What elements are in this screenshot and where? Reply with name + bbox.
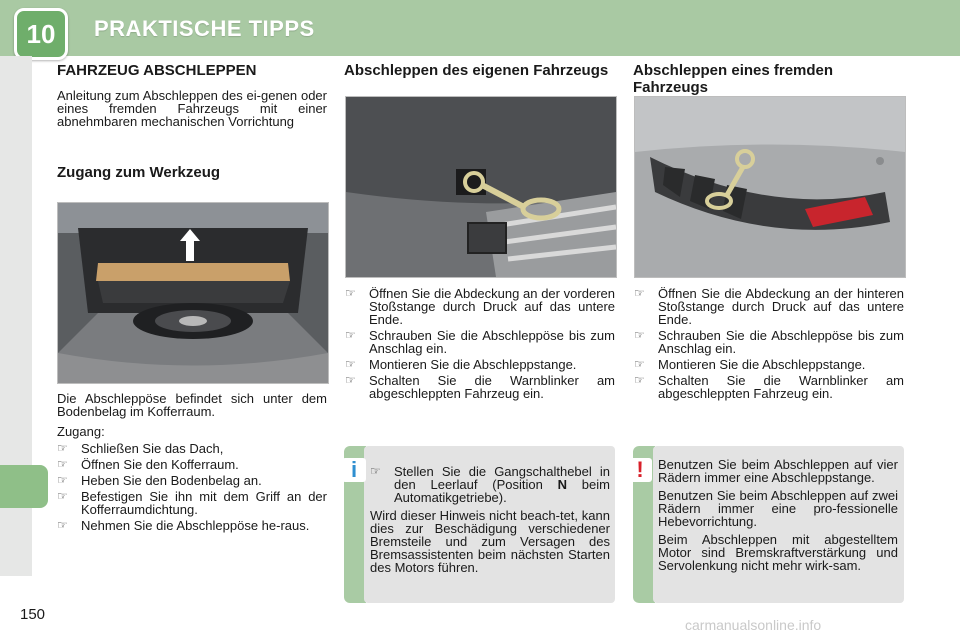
hand-pointer-icon: ☞ bbox=[634, 286, 645, 300]
list-item: ☞ Öffnen Sie die Abdeckung an der vorderen Stoßstange durch Druck auf das untere Ende. bbox=[345, 286, 615, 327]
list-item: ☞ Nehmen Sie die Abschleppöse he-raus. bbox=[57, 518, 310, 533]
hand-pointer-icon: ☞ bbox=[345, 286, 356, 300]
access-label: Zugang: bbox=[57, 424, 105, 439]
trunk-caption: Die Abschleppöse befindet sich unter dem Bodenbelag im Kofferraum. bbox=[57, 391, 327, 419]
warning-paragraph: Beim Abschleppen mit abgestelltem Motor sind Bremskraftverstärkung und Servolenkung nicht mehr wirk-sam. bbox=[658, 532, 898, 573]
list-item: ☞ Schließen Sie das Dach, bbox=[57, 441, 224, 456]
hand-pointer-icon: ☞ bbox=[345, 357, 356, 371]
intro-text: Anleitung zum Abschleppen des ei-genen oder eines fremden Fahrzeugs mit einer abnehmbaren mechanischen Vorrichtung bbox=[57, 88, 327, 129]
hand-pointer-icon: ☞ bbox=[345, 328, 356, 342]
list-item: ☞ Schalten Sie die Warnblinker am abgeschleppten Fahrzeug ein. bbox=[634, 373, 904, 401]
front-bumper-photo bbox=[345, 96, 617, 278]
list-item: ☞ Schalten Sie die Warnblinker am abgeschleppten Fahrzeug ein. bbox=[345, 373, 615, 401]
hand-pointer-icon: ☞ bbox=[634, 357, 645, 371]
info-bullet-text-end: beim Automatikgetriebe). bbox=[394, 477, 610, 505]
section-heading-other-vehicle: Abschleppen eines fremden Fahrzeugs bbox=[633, 62, 834, 96]
trunk-caption-block bbox=[57, 392, 327, 535]
section-heading-own-vehicle: Abschleppen des eigenen Fahrzeugs bbox=[344, 62, 609, 79]
hand-pointer-icon: ☞ bbox=[370, 464, 381, 478]
page-number: 150 bbox=[20, 606, 46, 623]
watermark: carmanualsonline.info bbox=[685, 617, 822, 633]
info-note-steps bbox=[370, 465, 610, 504]
access-steps bbox=[57, 442, 327, 532]
rear-bumper-photo bbox=[634, 96, 906, 278]
own-vehicle-steps bbox=[345, 287, 615, 403]
list-item: ☞ Öffnen Sie die Abdeckung an der hinteren Stoßstange durch Druck auf das untere Ende. bbox=[634, 286, 904, 327]
hand-pointer-icon: ☞ bbox=[634, 373, 645, 387]
list-item: ☞ Schrauben Sie die Abschleppöse bis zum Anschlag ein. bbox=[634, 328, 904, 356]
section-heading-tool-access: Zugang zum Werkzeug bbox=[57, 164, 221, 181]
list-item: ☞ Montieren Sie die Abschleppstange. bbox=[345, 357, 577, 372]
info-icon: i bbox=[342, 458, 366, 482]
list-item: ☞ Befestigen Sie ihn mit dem Griff an der Kofferraumdichtung. bbox=[57, 489, 327, 517]
other-vehicle-steps bbox=[634, 287, 904, 403]
list-item: ☞ Heben Sie den Bodenbelag an. bbox=[57, 473, 262, 488]
warning-note-text bbox=[658, 458, 898, 572]
chapter-title: PRAKTISCHE TIPPS bbox=[94, 16, 315, 41]
trunk-photo bbox=[57, 202, 329, 384]
info-note-paragraph: Wird dieser Hinweis nicht beach-tet, kann dies zur Beschädigung verschiedener Bremsteile und zum Versagen des Bremsassistenten beim nächsten Starten des Motors führen. bbox=[370, 508, 610, 575]
column-other-vehicle bbox=[633, 62, 905, 96]
hand-pointer-icon: ☞ bbox=[57, 457, 68, 471]
chapter-side-tab bbox=[0, 465, 48, 508]
column-towing-intro bbox=[57, 62, 327, 181]
hand-pointer-icon: ☞ bbox=[57, 473, 68, 487]
hand-pointer-icon: ☞ bbox=[634, 328, 645, 342]
chapter-badge: 10 bbox=[14, 8, 68, 60]
info-bullet-bold: N bbox=[557, 477, 568, 492]
column-own-vehicle bbox=[344, 62, 616, 79]
warning-icon: ! bbox=[628, 458, 652, 482]
hand-pointer-icon: ☞ bbox=[345, 373, 356, 387]
info-bullet-text: Stellen Sie die Gangschalthebel in den Leerlauf (Position bbox=[394, 464, 610, 492]
list-item: ☞ Montieren Sie die Abschleppstange. bbox=[634, 357, 866, 372]
hand-pointer-icon: ☞ bbox=[57, 518, 68, 532]
hand-pointer-icon: ☞ bbox=[57, 489, 68, 503]
hand-pointer-icon: ☞ bbox=[57, 441, 68, 455]
info-note-text bbox=[370, 465, 610, 574]
section-heading-towing: FAHRZEUG ABSCHLEPPEN bbox=[57, 62, 257, 79]
warning-paragraph: Benutzen Sie beim Abschleppen auf vier Rädern immer eine Abschleppstange. bbox=[658, 457, 898, 485]
list-item: ☞ Öffnen Sie den Kofferraum. bbox=[57, 457, 239, 472]
list-item: ☞ Schrauben Sie die Abschleppöse bis zum Anschlag ein. bbox=[345, 328, 615, 356]
warning-paragraph: Benutzen Sie beim Abschleppen auf zwei Rädern immer eine pro-fessionelle Hebevorrichtung. bbox=[658, 488, 898, 529]
list-item bbox=[370, 465, 610, 504]
